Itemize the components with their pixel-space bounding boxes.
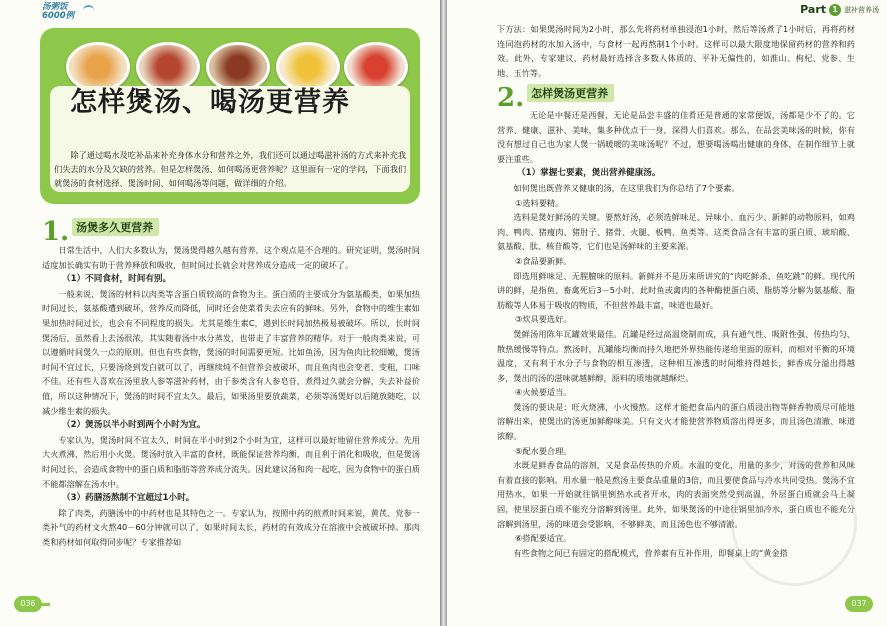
section-2-intro: 无论是中餐还是西餐，无论是品尝丰盛的佳肴还是普通的家常便饭，汤都是少不了的。它营养、健康、滋补、美味，集多种优点于一身，深得人们喜欢。那么，在品尝美味汤的时候，你有没有想过自己也为家人煲一锅暖暖的美味汤呢？不过，想要喝汤喝出健康的身体，在制作细节上就要注重些。: [497, 110, 855, 164]
section-2-title: 怎样煲汤更营养: [527, 84, 614, 102]
element-1-text: 选料是煲好鲜汤的关键。要熬好汤，必须选鲜味足、异味小、血污少、新鲜的动物原料，如鸡肉、鸭肉、猪瘦肉、猪肘子、猪骨、火腿、板鸭、鱼类等。这类食品含有丰富的蛋白质、琥珀酸、氨基酸、肽、核苷酸等，它们也是汤鲜味的主要来源。: [497, 212, 855, 252]
brand-line1: 汤粥饭: [42, 2, 68, 12]
bird-logo-icon: [83, 5, 94, 15]
element-5-text: 水既是鲜香食品的溶剂，又是食品传热的介质。水温的变化，用量的多少，对汤的营养和风味有着直接的影响。用水量一般是熬汤主要食品重量的3倍，而且要使食品与冷水共同受热。煲汤不宜用热水，如果一开始就往锅里倒热水或者开水，肉的表面突然受到高温，外层蛋白质就会马上凝固，使里层蛋白质不能充分溶解到汤里。此外，如果煲汤的中途往锅里加冷水，蛋白质也不能充分溶解到汤里，汤的味道会受影响，不够鲜美，而且汤色也不够清澈。: [497, 460, 855, 529]
part-header: [800, 3, 879, 16]
element-2-text: 即选用鲜味足、无腥膻味的原料。新鲜并不是历来所讲究的“肉吃鲜杀、鱼吃跳”的鲜。现代所讲的鲜，是指鱼、畜禽死后3－5小时，此时鱼或禽肉的各种酶使蛋白质、脂肪等分解为氨基酸、脂肪酸等人体易于吸收的物质，不但营养最丰富，味道也最好。: [497, 270, 855, 310]
element-4-text: 煲汤的要诀是：旺火烧沸，小火慢熬。这样才能把食品内的蛋白质浸出物等鲜香物质尽可能地溶解出来，使煲出的汤更加鲜醇味美。只有文火才能使营养物质溶出得更多，而且汤色清澈、味道浓醇。: [497, 401, 855, 442]
continued-paragraph: 下方法：如果煲汤时间为2小时，那么先将药材单独浸泡1小时，然后等汤煮了1小时后，再将药材连同泡药材的水加入汤中，与食材一起再熬制1个小时。这样可以最大限度地保留药材的营养和药效。此外，专家建议，药材最好选择含多数人体质的、平补无偏性的，如淮山、枸杞、党参、生地、玉竹等。: [497, 24, 855, 78]
element-4-title: ④火候要适当。: [515, 387, 572, 398]
part-number: 1: [829, 4, 841, 16]
section-2-number: 2.: [497, 83, 525, 113]
section-1-lead: 日常生活中，人们大多数认为，煲汤煲得越久越有营养，这个观点是不合理的。研究证明，煲汤时间适度加长确实有助于营养释放和吸收，但时间过长就会对营养成分造成一定的破坏了。: [42, 245, 420, 270]
page-number: 037: [845, 596, 873, 612]
section-2-heading: [497, 83, 614, 113]
element-3-text: 煲鲜汤用陈年瓦罐效果最佳。瓦罐是经过高温烧制而成，具有通气性、吸附性强、传热均匀、散热缓慢等特点。熬汤时，瓦罐能均衡而持久地把外界热能传递给里面的原料，而相对平衡的环境温度，又有利于水分子与食物的相互渗透，这种相互渗透的时间维持得越长，鲜香成分溢出得越多，煲出的汤的滋味就越鲜醇，原料的质地就越酥烂。: [497, 328, 855, 383]
continued-text: [497, 22, 855, 80]
right-page: [447, 0, 887, 626]
footer-rule: [42, 603, 50, 606]
section-1-number: 1.: [42, 217, 70, 247]
left-page: [0, 0, 440, 626]
paragraph-2: 专家认为，煲汤时间不宜太久，时间在半小时到2个小时为宜，这样可以最好地留住营养成分。先用大火煮沸，然后用小火煲。煲汤时放入丰富的食材，既能保证营养均衡，而且利于消化和吸收，但是煲汤时间过长，会造成食物中的蛋白质和脂肪等营养成分流失。因此建议汤和肉一起吃，因为食物中的蛋白质不能都溶解在汤水中。: [42, 434, 420, 489]
chapter-title: 怎样煲汤、喝汤更营养: [70, 87, 350, 118]
soup-photo-5: [344, 42, 408, 92]
paragraph-1: 一般来说，煲汤的材料以肉类等含蛋白质较高的食物为主。蛋白质的主要成分为氨基酸类，如果加热时间过长，氨基酸遭到破坏，营养反而降低，同时还会使菜肴失去应有的鲜味。另外，食物中的维生素如果加热时间过长，也会有不同程度的损失。尤其是维生素C，遇到长时间加热极易被破坏。所以，长时间煲汤后，虽然看上去汤很浓，其实随着汤中水分蒸发，也带走了丰富营养的精华。对于一般肉类来说，可以遵循时间煲久一点的原则。但也有些食物，煲汤的时间需要更短。比如鱼汤，因为鱼肉比较细嫩，煲汤时间不宜过长，只要汤烧到发白就可以了，再继续炖不但营养会被破坏，而且鱼肉也会变老、变粗，口味不佳。还有些人喜欢在汤里放人参等滋补药材，由于参类含有人参皂苷，煮得过久就会分解，失去补益价值，所以这种情况下，煲汤的时间不宜太久。最后，如果汤里要放蔬菜，必须等汤煲好以后随放随吃，以减少维生素的损失。: [42, 288, 420, 416]
subheading-1: （1）不同食材，时间有别。: [62, 274, 172, 285]
paragraph-3: 除了肉类，药膳汤中的中药材也是其特色之一。专家认为，按照中药的煎煮时间来说，黄芪、党参一类补气的药材文火熬40－60分钟就可以了，如果时间太长，药材的有效成分在溶液中会被破坏掉。那肉类和药材如何取得同步呢？专家推荐如: [42, 507, 420, 547]
subheading-3: （3）药膳汤熬制不宜超过1小时。: [62, 493, 195, 504]
part-label: Part: [800, 3, 826, 16]
element-6-title: ⑥搭配要适宜。: [515, 533, 572, 544]
section-1-heading: [42, 217, 159, 247]
page-number: 036: [14, 596, 42, 612]
brand-line2: 6000例: [42, 11, 75, 21]
section-1-body: [42, 243, 420, 549]
element-5-title: ⑤配水要合理。: [515, 445, 572, 456]
part-subtitle: 滋补营养汤: [844, 5, 879, 14]
section-2-subheading: （1）掌握七要素，煲出营养健康汤。: [517, 168, 661, 179]
section-1-title: 汤煲多久更营养: [72, 218, 159, 236]
chapter-intro: 除了通过喝水及吃补品来补充身体水分和营养之外，我们还可以通过喝滋补汤的方式来补充我们失去的水分及欠缺的营养。但是怎样煲汤、如何喝汤更营养呢？这里面有一定的学问，下面我们就煲汤的食材选择、煲汤时间、如何喝汤等问题，做详细的介绍。: [54, 150, 407, 188]
element-3-title: ③炊具要选好。: [515, 314, 572, 325]
book-brand: [42, 3, 74, 21]
book-spine: [440, 0, 447, 626]
element-2-title: ②食品要新鲜。: [515, 255, 572, 266]
subheading-2: （2）煲汤以半小时到两个小时为宜。: [62, 420, 206, 431]
element-6-text: 有些食物之间已有固定的搭配模式，营养素有互补作用，即餐桌上的“黄金搭: [513, 547, 788, 558]
section-2-lead: 如何煲出既营养又健康的汤，在这里我们为你总结了7个要素。: [513, 182, 740, 193]
element-1-title: ①选料要精。: [515, 197, 564, 208]
